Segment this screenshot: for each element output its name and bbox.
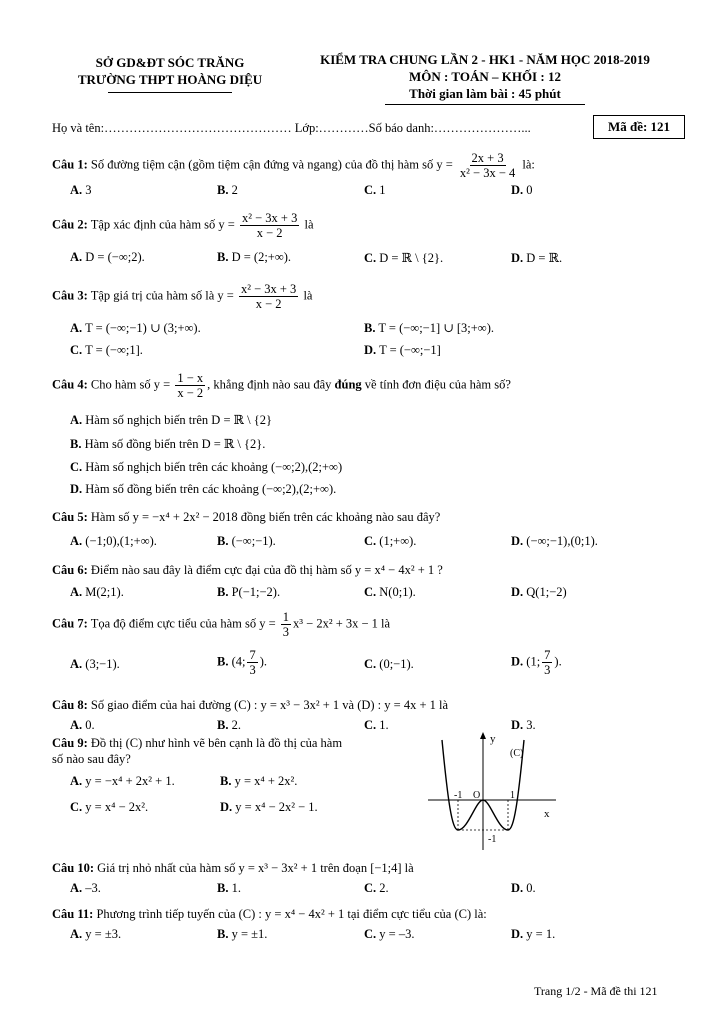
q7-option-a[interactable]: A. (3;−1). <box>70 657 120 671</box>
q6-option-d[interactable]: D. Q(1;−2) <box>511 585 567 599</box>
q10-option-c[interactable]: C. 2. <box>364 881 389 895</box>
question-11: Câu 11: Phương trình tiếp tuyến của (C) : y = x⁴ − 4x² + 1 tại điểm cực tiểu của (C) là: <box>52 907 487 921</box>
q1-option-d[interactable]: D. 0 <box>511 183 533 197</box>
q2-option-b[interactable]: B. D = (2;+∞). <box>217 250 292 264</box>
graph-curve-label: (C) <box>510 748 524 759</box>
graph-origin-label: O <box>473 790 481 801</box>
q3-option-b[interactable]: B. T = (−∞;−1] ∪ [3;+∞). <box>364 321 494 335</box>
q1-option-c[interactable]: C. 1 <box>364 183 386 197</box>
graph-neg1-y: -1 <box>488 834 497 845</box>
q6-option-a[interactable]: A. M(2;1). <box>70 585 124 599</box>
q5-option-c[interactable]: C. (1;+∞). <box>364 534 417 548</box>
graph-1-x: 1 <box>510 790 515 801</box>
q6-option-c[interactable]: C. N(0;1). <box>364 585 416 599</box>
y-axis-arrow-icon <box>480 732 486 739</box>
student-info-line: Họ và tên:……………………………………… Lớp:…………Số báo danh:…………………... <box>52 121 531 135</box>
q4-option-a[interactable]: A. Hàm số nghịch biến trên D = ℝ \ {2} <box>70 413 272 427</box>
q8-option-a[interactable]: A. 0. <box>70 718 95 732</box>
ma-de-box: Mã đề: 121 <box>593 115 685 139</box>
q4-option-d[interactable]: D. Hàm số đồng biến trên các khoảng (−∞;2),(2;+∞). <box>70 482 337 496</box>
q10-option-a[interactable]: A. –3. <box>70 881 101 895</box>
q8-option-d[interactable]: D. 3. <box>511 718 536 732</box>
graph-neg1-x: -1 <box>454 790 463 801</box>
header-rule-right <box>385 104 585 105</box>
q8-option-b[interactable]: B. 2. <box>217 718 241 732</box>
q11-option-b[interactable]: B. y = ±1. <box>217 927 268 941</box>
q2-option-d[interactable]: D. D = ℝ. <box>511 251 563 265</box>
question-4: Câu 4: Cho hàm số y = $\frac{1 - x}{x - 2}$ , khẳng định nào sau đây đúng về tính đơn điệu của hàm số? <box>52 371 511 400</box>
q3-option-a[interactable]: A. T = (−∞;−1) ∪ (3;+∞). <box>70 321 201 335</box>
question-9-line2: số nào sau đây? <box>52 752 131 766</box>
question-10: Câu 10: Giá trị nhỏ nhất của hàm số y = x³ − 3x² + 1 trên đoạn [−1;4] là <box>52 861 414 875</box>
q2-option-a[interactable]: A. D = (−∞;2). <box>70 250 145 264</box>
q1-option-a[interactable]: A. 3 <box>70 183 92 197</box>
q3-option-d[interactable]: D. T = (−∞;−1] <box>364 343 441 357</box>
question-2: Câu 2: Tập xác định của hàm số y = $\frac{\text{x² − 3x + 3}}{x - 2}$ là <box>52 211 314 240</box>
q4-option-c[interactable]: C. Hàm số nghịch biến trên các khoảng (−∞;2),(2;+∞) <box>70 460 343 474</box>
dept-name: SỞ GD&ĐT SÓC TRĂNG <box>95 55 245 70</box>
header-rule-left <box>108 92 232 93</box>
q7-option-b[interactable]: B. (4; $\frac{7}{3}$ ). <box>217 648 268 677</box>
q4-option-b[interactable]: B. Hàm số đồng biến trên D = ℝ \ {2}. <box>70 437 266 451</box>
q8-option-c[interactable]: C. 1. <box>364 718 389 732</box>
function-graph <box>428 732 558 852</box>
q5-option-a[interactable]: A. (−1;0),(1;+∞). <box>70 534 157 548</box>
question-3: Câu 3: Tập giá trị của hàm số là y = $\frac{\text{x² − 3x + 3}}{x - 2}$ là <box>52 282 313 311</box>
question-6: Câu 6: Điểm nào sau đây là điểm cực đại của đồ thị hàm số y = x⁴ − 4x² + 1 ? <box>52 563 443 577</box>
exam-time: Thời gian làm bài : 45 phút <box>409 86 561 101</box>
question-9: Câu 9: Đồ thị (C) như hình vẽ bên cạnh là đồ thị của hàm <box>52 736 343 750</box>
question-8: Câu 8: Số giao điểm của hai đường (C) : y = x³ − 3x² + 1 và (D) : y = 4x + 1 là <box>52 698 449 712</box>
q7-option-c[interactable]: C. (0;−1). <box>364 657 414 671</box>
school-name: TRƯỜNG THPT HOÀNG DIỆU <box>77 72 263 87</box>
q9-option-c[interactable]: C. y = x⁴ − 2x². <box>70 800 149 814</box>
q9-option-a[interactable]: A. y = −x⁴ + 2x² + 1. <box>70 774 175 788</box>
q6-option-b[interactable]: B. P(−1;−2). <box>217 585 281 599</box>
exam-subject: MÔN : TOÁN – KHỐI : 12 <box>409 69 561 84</box>
question-1: Câu 1: Số đường tiệm cận (gồm tiệm cận đứng và ngang) của đồ thị hàm số y = $\frac{2x + 3}{\text{x² − 3x − 4}}$ là: <box>52 151 535 180</box>
q11-option-d[interactable]: D. y = 1. <box>511 927 556 941</box>
q5-option-b[interactable]: B. (−∞;−1). <box>217 534 276 548</box>
graph-x-label: x <box>544 808 550 820</box>
graph-y-label: y <box>490 733 496 745</box>
q2-option-c[interactable]: C. D = ℝ \ {2}. <box>364 251 444 265</box>
page-footer: Trang 1/2 - Mã đề thi 121 <box>534 984 658 998</box>
q9-option-d[interactable]: D. y = x⁴ − 2x² − 1. <box>220 800 318 814</box>
q10-option-b[interactable]: B. 1. <box>217 881 241 895</box>
q5-option-d[interactable]: D. (−∞;−1),(0;1). <box>511 534 598 548</box>
q10-option-d[interactable]: D. 0. <box>511 881 536 895</box>
q1-option-b[interactable]: B. 2 <box>217 183 238 197</box>
q11-option-c[interactable]: C. y = –3. <box>364 927 415 941</box>
question-5: Câu 5: Hàm số y = −x⁴ + 2x² − 2018 đồng biến trên các khoảng nào sau đây? <box>52 510 441 524</box>
question-7: Câu 7: Tọa độ điểm cực tiểu của hàm số y = $\frac{1}{3}$ x³ − 2x² + 3x − 1 là <box>52 610 391 639</box>
q11-option-a[interactable]: A. y = ±3. <box>70 927 122 941</box>
q9-option-b[interactable]: B. y = x⁴ + 2x². <box>220 774 298 788</box>
q3-option-c[interactable]: C. T = (−∞;1]. <box>70 343 143 357</box>
exam-title: KIỂM TRA CHUNG LẦN 2 - HK1 - NĂM HỌC 2018-2019 <box>320 52 650 67</box>
q7-option-d[interactable]: D. (1; $\frac{7}{3}$ ). <box>511 648 562 677</box>
